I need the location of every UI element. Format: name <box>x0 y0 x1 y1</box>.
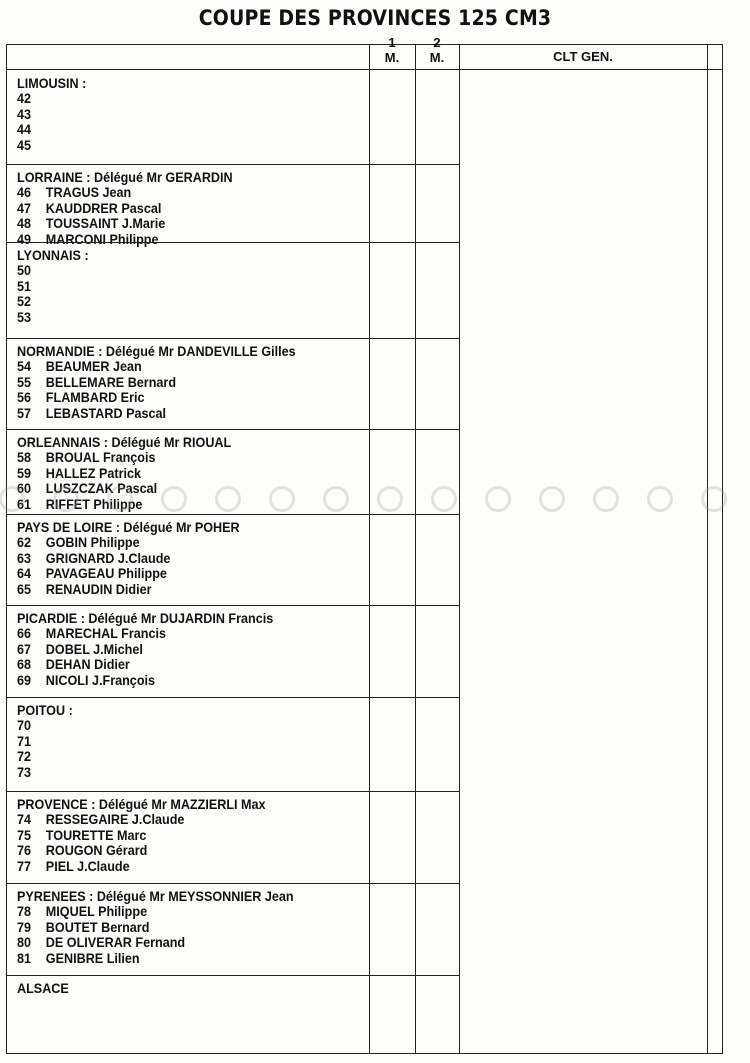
rider-entry <box>17 262 46 278</box>
rider-number: 56 <box>17 389 32 405</box>
rider-number: 78 <box>17 903 32 919</box>
rider-number: 80 <box>17 934 32 950</box>
section-divider <box>7 242 459 243</box>
rider-name <box>39 748 46 764</box>
rider-name <box>39 293 46 309</box>
rider-entry <box>17 358 142 374</box>
rider-entry <box>17 565 167 581</box>
rider-entry <box>17 764 46 780</box>
rider-entry <box>17 581 152 597</box>
rider-entry <box>17 919 149 935</box>
rider-entry <box>17 215 165 231</box>
rider-entry <box>17 550 170 566</box>
rider-entry <box>17 748 46 764</box>
rider-number: 49 <box>17 230 32 247</box>
rider-name: RENAUDIN Didier <box>45 580 152 597</box>
rider-entry <box>17 293 46 309</box>
rider-name <box>39 137 46 153</box>
rider-number: 70 <box>17 717 32 733</box>
rider-number: 57 <box>17 404 32 421</box>
rider-number: 60 <box>17 480 32 496</box>
rider-number: 67 <box>17 640 32 657</box>
rider-number: 46 <box>17 184 32 200</box>
rider-number: 63 <box>17 549 32 566</box>
rider-entry <box>17 90 46 106</box>
section-header: POITOU : <box>17 702 73 718</box>
rider-name: PAVAGEAU Philippe <box>45 565 167 581</box>
rider-number: 72 <box>17 748 32 764</box>
rider-number: 44 <box>17 121 32 137</box>
section-divider <box>7 883 459 884</box>
rider-name: GENIBRE Lilien <box>45 949 140 966</box>
rider-number: 81 <box>17 949 32 966</box>
rider-entry <box>17 625 166 641</box>
rider-number: 55 <box>17 373 32 390</box>
rider-entry <box>17 137 46 153</box>
rider-number: 52 <box>17 293 32 309</box>
section-header: NORMANDIE : Délégué Mr DANDEVILLE Gilles <box>17 343 296 359</box>
rider-name: NICOLI J.François <box>45 671 156 688</box>
section-header: ALSACE <box>17 980 69 996</box>
rider-name <box>39 90 46 106</box>
section-divider <box>7 975 459 976</box>
section-divider <box>7 791 459 792</box>
rider-entry <box>17 496 142 512</box>
rider-entry <box>17 903 147 919</box>
rider-entry <box>17 534 140 550</box>
rider-entry <box>17 641 143 657</box>
rider-number: 75 <box>17 826 32 843</box>
rider-number: 58 <box>17 449 32 465</box>
rider-entry <box>17 858 130 874</box>
section-divider <box>7 164 459 165</box>
section-header: PICARDIE : Délégué Mr DUJARDIN Francis <box>17 610 274 626</box>
section-header: PAYS DE LOIRE : Délégué Mr POHER <box>17 519 240 535</box>
rider-entry <box>17 811 184 827</box>
rider-name <box>39 733 46 749</box>
section-divider <box>7 429 459 430</box>
rider-name: TOUSSAINT J.Marie <box>45 215 166 231</box>
column-header-clt-gen: CLT GEN. <box>553 49 613 64</box>
rider-name: MIQUEL Philippe <box>45 903 148 919</box>
rider-number: 76 <box>17 842 32 858</box>
rider-number: 47 <box>17 199 32 216</box>
section-header: LORRAINE : Délégué Mr GERARDIN <box>17 169 233 185</box>
column-header-1m-unit: M. <box>384 50 400 65</box>
rider-name: MARCONI Philippe <box>45 230 159 247</box>
column-header-1m-number: 1 <box>388 35 396 50</box>
rider-name: DE OLIVERAR Fernand <box>45 934 186 950</box>
rider-entry <box>17 449 155 465</box>
column-header-2m-number: 2 <box>433 35 441 50</box>
column-header-2m-unit: M. <box>429 50 445 65</box>
rider-number: 64 <box>17 565 32 581</box>
rider-name: ROUGON Gérard <box>45 842 148 858</box>
rider-name <box>39 262 46 278</box>
rider-entry <box>17 480 157 496</box>
rider-entry <box>17 842 147 858</box>
rider-number: 53 <box>17 308 32 325</box>
rider-entry <box>17 106 46 122</box>
section-divider <box>7 338 459 339</box>
section-header: LIMOUSIN : <box>17 75 87 91</box>
rider-name: TRAGUS Jean <box>45 184 132 200</box>
rider-entry <box>17 374 176 390</box>
rider-name <box>39 278 46 294</box>
rider-entry <box>17 278 46 294</box>
section-divider <box>7 514 459 515</box>
rider-name: FLAMBARD Eric <box>45 389 145 405</box>
rider-number: 74 <box>17 811 32 827</box>
rider-number: 42 <box>17 90 32 106</box>
rider-name <box>39 764 46 780</box>
rider-entry <box>17 231 159 247</box>
rider-name <box>39 106 46 122</box>
rider-name: GRIGNARD J.Claude <box>45 549 171 566</box>
rider-number: 66 <box>17 625 32 641</box>
rider-number: 61 <box>17 495 32 512</box>
rider-name: LEBASTARD Pascal <box>45 404 167 421</box>
rider-name: HALLEZ Patrick <box>45 464 142 481</box>
rider-number: 65 <box>17 580 32 597</box>
rider-entry <box>17 389 145 405</box>
rider-number: 77 <box>17 857 32 874</box>
rider-entry <box>17 184 131 200</box>
rider-name: BEAUMER Jean <box>45 358 142 374</box>
rider-number: 69 <box>17 671 32 688</box>
rider-name: BOUTET Bernard <box>45 918 150 935</box>
rider-number: 50 <box>17 262 32 278</box>
rider-name: DOBEL J.Michel <box>45 640 143 657</box>
rider-entry <box>17 934 185 950</box>
rider-entry <box>17 405 166 421</box>
rider-number: 54 <box>17 358 32 374</box>
rider-name: RESSEGAIRE J.Claude <box>45 811 185 827</box>
rider-name <box>39 121 46 137</box>
section-header: PROVENCE : Délégué Mr MAZZIERLI Max <box>17 796 266 812</box>
rider-entry <box>17 717 46 733</box>
section-header: PYRENEES : Délégué Mr MEYSSONNIER Jean <box>17 888 294 904</box>
section-divider <box>7 697 459 698</box>
rider-number: 51 <box>17 277 32 294</box>
rider-entry <box>17 656 130 672</box>
rider-number: 43 <box>17 105 32 122</box>
rider-number: 68 <box>17 656 32 672</box>
rider-name: BELLEMARE Bernard <box>45 373 177 390</box>
rider-name: MARECHAL Francis <box>45 625 166 641</box>
rider-number: 59 <box>17 464 32 481</box>
rider-entry <box>17 733 46 749</box>
section-divider <box>7 605 459 606</box>
rider-name: BROUAL François <box>45 449 156 465</box>
rider-name: RIFFET Philippe <box>45 495 143 512</box>
rider-number: 73 <box>17 763 32 780</box>
rider-entry <box>17 672 155 688</box>
rider-name: TOURETTE Marc <box>45 826 147 843</box>
rider-name <box>39 717 46 733</box>
rider-number: 45 <box>17 136 32 153</box>
rider-number: 62 <box>17 534 32 550</box>
rider-number: 48 <box>17 215 32 231</box>
page-title: COUPE DES PROVINCES 125 CM3 <box>198 6 552 30</box>
section-header: ORLEANNAIS : Délégué Mr RIOUAL <box>17 434 232 450</box>
rider-entry <box>17 121 46 137</box>
results-table <box>6 35 723 1054</box>
rider-number: 79 <box>17 918 32 935</box>
rider-number: 71 <box>17 732 32 749</box>
rider-entry <box>17 950 140 966</box>
rider-name: GOBIN Philippe <box>45 534 140 550</box>
rider-name: KAUDDRER Pascal <box>45 199 162 216</box>
rider-name: LUSZCZAK Pascal <box>45 480 158 496</box>
province-sections <box>7 45 722 1053</box>
rider-name: DEHAN Didier <box>45 656 130 672</box>
rider-entry <box>17 200 161 216</box>
rider-name: PIEL J.Claude <box>45 857 130 874</box>
rider-entry <box>17 309 46 325</box>
section-header: LYONNAIS : <box>17 247 89 263</box>
rider-entry <box>17 465 141 481</box>
rider-entry <box>17 827 146 843</box>
rider-name <box>39 309 46 325</box>
